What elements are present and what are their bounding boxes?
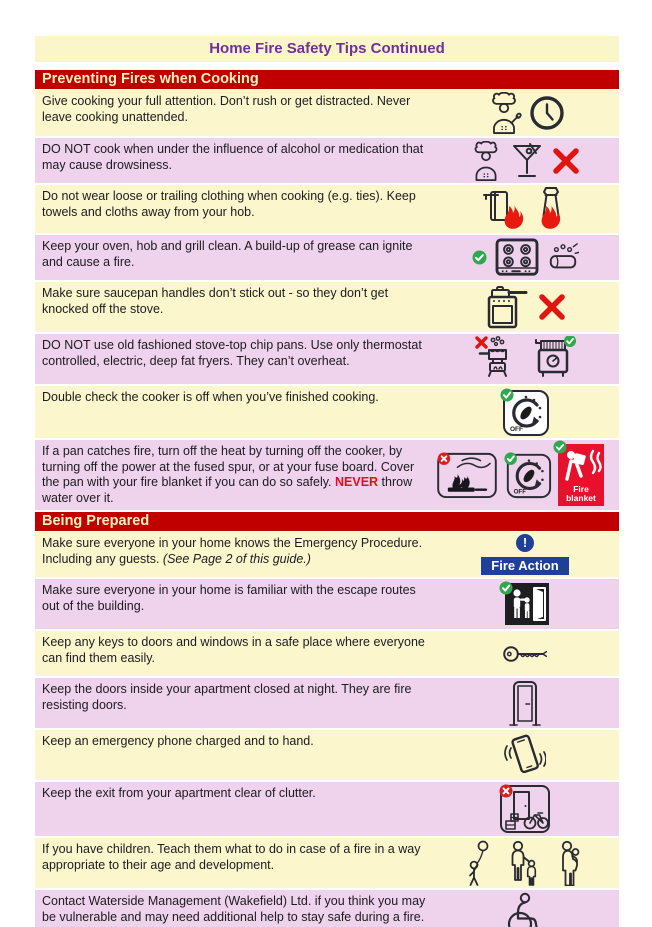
tip-row-vulnerable	[35, 890, 619, 927]
tip-row-children	[35, 838, 619, 888]
hob-icon	[494, 238, 540, 278]
check-fire-blanket-sign	[558, 444, 604, 506]
chef-icon	[469, 141, 503, 181]
section-header-cooking: Preventing Fires when Cooking	[35, 70, 619, 89]
tip-text: Contact Waterside Management (Wakefield) Ltd. if you think you may be vulnerable and may need additional help to stay safe during a fire.	[42, 894, 426, 924]
tip-icons	[437, 90, 619, 136]
exclamation-icon: !	[516, 534, 534, 552]
check-fryer-icon	[529, 336, 577, 382]
wheelchair-icon	[505, 892, 545, 927]
tip-text: If a pan catches fire, turn off the heat by turning off the cooker, by turning off the power at the fused spur, or at your fuse board. Cover the pan with your fire blanket if you can do so safely. NEVER throw water over it.	[42, 444, 415, 505]
tip-icons	[437, 730, 619, 780]
tip-row-pan-fire	[35, 440, 619, 510]
tip-text: DO NOT cook when under the influence of alcohol or medication that may cause drowsiness.	[42, 142, 424, 172]
x-chip-pan-icon	[474, 336, 522, 382]
tip-text: Keep your oven, hob and grill clean. A build-up of grease can ignite and cause a fire.	[42, 239, 413, 269]
chef-icon	[486, 92, 522, 134]
section-header-prepared: Being Prepared	[35, 512, 619, 531]
tip-text: Keep an emergency phone charged and to hand.	[42, 734, 314, 748]
check-exit-sign-icon	[498, 581, 552, 627]
x-cluttered-door-icon	[499, 784, 551, 834]
tip-icons	[437, 236, 619, 280]
tip-icons	[437, 139, 619, 183]
adult-baby-icon	[556, 840, 584, 886]
tip-row-fire-doors	[35, 678, 619, 728]
tip-icons	[437, 678, 619, 728]
tip-row-handles	[35, 282, 619, 332]
tip-icons	[437, 334, 619, 384]
tip-row-attention	[35, 90, 619, 136]
door-icon	[509, 680, 541, 726]
tip-text: Give cooking your full attention. Don’t rush or get distracted. Never leave cooking unattended.	[42, 94, 411, 124]
guide-note: (See Page 2 of this guide.)	[162, 551, 311, 566]
check-dial-off-icon	[499, 388, 551, 436]
check-dial-off-icon	[503, 451, 553, 499]
tip-row-keys	[35, 631, 619, 676]
stove-pan-icon	[484, 284, 530, 330]
tip-text: Do not wear loose or trailing clothing when cooking (e.g. ties). Keep towels and cloths away from your hob.	[42, 189, 416, 219]
tip-text: Keep the exit from your apartment clear of clutter.	[42, 786, 316, 800]
tip-icons	[437, 282, 619, 332]
check-icon	[472, 250, 487, 265]
tip-text: Make sure saucepan handles don’t stick out - so they don’t get knocked off the stove.	[42, 286, 389, 316]
tip-row-emergency-procedure	[35, 532, 619, 577]
tip-row-clean-hob	[35, 235, 619, 280]
tip-icons	[437, 640, 619, 668]
check-icon	[553, 440, 567, 459]
fire-blanket-label: Fire blanket	[566, 484, 596, 503]
tip-text: If you have children. Teach them what to do in case of a fire in a way appropriate to their age and development.	[42, 842, 421, 872]
key-icon	[502, 642, 548, 666]
sponge-icon	[547, 242, 579, 274]
tip-text: Double check the cooker is off when you’ve finished cooking.	[42, 390, 379, 404]
tip-row-escape-routes	[35, 579, 619, 629]
tip-text: Keep the doors inside your apartment closed at night. They are fire resisting doors.	[42, 682, 412, 712]
tip-text: Make sure everyone in your home is familiar with the escape routes out of the building.	[42, 583, 416, 613]
adult-child-icon	[508, 840, 540, 886]
phone-icon	[504, 732, 546, 778]
tip-icons	[437, 838, 619, 888]
tip-row-cooker-off	[35, 386, 619, 438]
x-pan-fire-icon	[436, 451, 498, 499]
tip-icons	[437, 386, 619, 438]
red-x-icon	[551, 146, 581, 176]
tip-icons	[437, 532, 619, 577]
tip-row-chip-pans	[35, 334, 619, 384]
tip-icons	[437, 782, 619, 836]
never-label: NEVER	[335, 475, 379, 489]
martini-icon	[510, 142, 544, 179]
fire-action-sign: Fire Action	[481, 557, 568, 575]
red-x-icon	[537, 292, 567, 322]
svg-text:OFF: OFF	[510, 426, 523, 433]
tip-icons	[437, 185, 619, 233]
page-title: Home Fire Safety Tips Continued	[35, 36, 619, 62]
leaflet-content	[35, 36, 619, 927]
towel-flame-icon	[482, 188, 528, 230]
tip-text: DO NOT use old fashioned stove-top chip pans. Use only thermostat controlled, electric, deep fat fryers. They can’t overheat.	[42, 338, 422, 368]
tip-row-alcohol	[35, 138, 619, 183]
tip-text: Keep any keys to doors and windows in a safe place where everyone can find them easily.	[42, 635, 425, 665]
tip-row-clear-exit	[35, 782, 619, 836]
tip-icons	[428, 442, 618, 508]
tip-text: Make sure everyone in your home knows the Emergency Procedure. Including any guests. (See Page 2 of this guide.)	[42, 536, 423, 566]
tip-row-phone	[35, 730, 619, 780]
tip-icons	[437, 890, 619, 927]
clock-icon	[529, 95, 565, 131]
tip-row-clothing	[35, 185, 619, 233]
svg-text:OFF: OFF	[513, 488, 527, 496]
tie-flame-icon	[535, 187, 569, 231]
tip-icons	[437, 579, 619, 629]
child-balloon-icon	[466, 840, 492, 886]
